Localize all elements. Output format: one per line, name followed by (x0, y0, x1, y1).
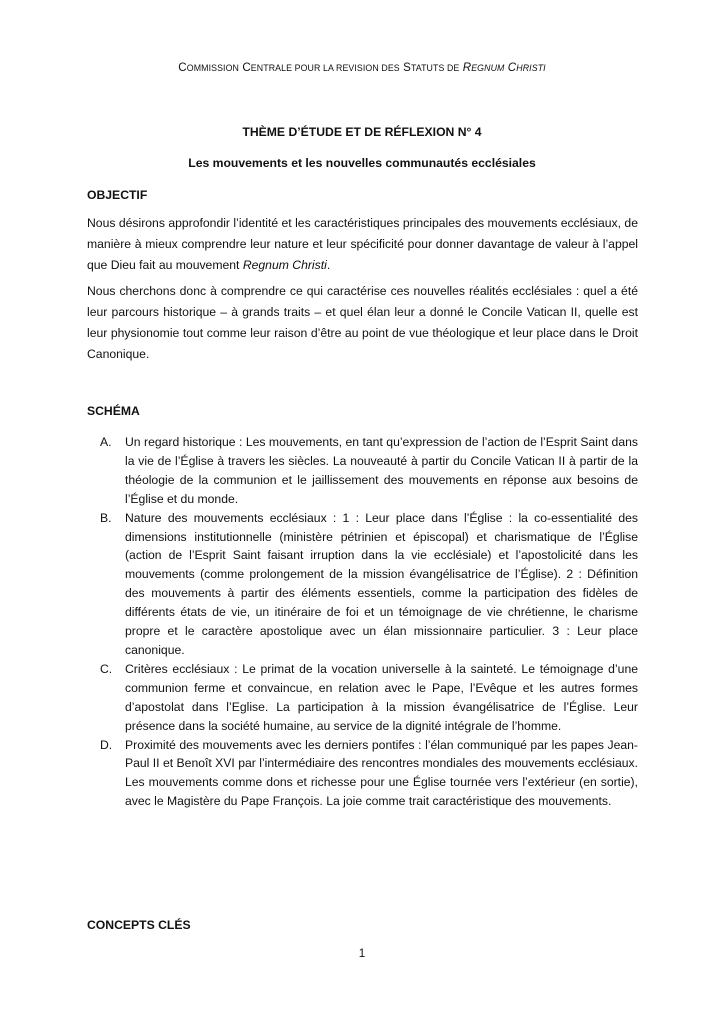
objectif-paragraph-1-text: Nous désirons approfondir l’identité et les caractéristiques principales des mouvements ecclésiaux, de manière à mieux comprendre leur nature et leur spécificité pour donner davantage de valeur à l’appel que Dieu fait au mouvement (87, 216, 638, 272)
header-word-5-rest: HRISTI (516, 63, 546, 73)
objectif-paragraph-1-end: . (326, 258, 331, 272)
header-word-5-initial: C (507, 61, 517, 74)
regnum-christi-emphasis: Regnum Christi (242, 258, 327, 272)
schema-item-text: Critères ecclésiaux : Le primat de la vocation universelle à la sainteté. Le témoignage d’une communion ferme et convaincue, en relation avec le Pape, l’Evêque et les autres formes d’apostolat dans l’Eglise. La participation à la mission évangélisatrice de l’Église. Leur présence dans la société humaine, au service de la dignité intégrale de l’homme. (125, 661, 638, 733)
schema-item-text: Proximité des mouvements avec les derniers pontifes : l’élan communiqué par les papes Jean-Paul II et Benoît XVI par l’intermédiaire des rencontres mondiales des mouvements ecclésiaux. Les mouvements comme dons et richesse pour une Église tournée vers l’extérieur (en sortie), avec le Magistère du Pape François. La joie comme trait caractéristique des mouvements. (125, 737, 638, 809)
header-word-2-rest: ENTRALE POUR LA REVISION DES (250, 63, 400, 73)
schema-heading: SCHÉMA (87, 404, 140, 418)
header-word-4-initial: R (462, 61, 472, 74)
header-word-1-rest: OMMISSION (186, 63, 239, 73)
schema-item-marker: A. (100, 435, 112, 449)
header-word-4-rest: EGNUM (471, 63, 505, 73)
header-word-2-initial: C (242, 61, 251, 74)
header-word-3-initial: S (403, 61, 411, 74)
schema-item-b (87, 509, 638, 660)
objectif-paragraph-1 (87, 213, 638, 276)
document-subtitle: Les mouvements et les nouvelles communautés ecclésiales (188, 156, 536, 170)
schema-item-text: Nature des mouvements ecclésiaux : 1 : Leur place dans l’Église : la co-essentialité des dimensions institutionnelle (ministère pétrinien et épiscopal) et charismatique de l’Église (action de l’Esprit Saint faisant irruption dans la vie ecclésiale) et l’apostolicité dans les mouvements (comme prolongement de la mission évangélisatrice de l’Église). 2 : Définition des mouvements à partir des éléments essentiels, comme la participation des fidèles de différents états de vie, un itinéraire de foi et un témoignage de vie chrétienne, le charisme propre et le caractère apostolique avec un élan missionnaire particulier. 3 : Leur place canonique. (125, 510, 638, 657)
schema-item-text: Un regard historique : Les mouvements, en tant qu’expression de l’action de l’Esprit Saint dans la vie de l’Église à travers les siècles. La nouveauté à partir du Concile Vatican II à partir de la théologie de la communion et le jaillissement des mouvements en réponse aux besoins de l’Église et du monde. (125, 435, 638, 506)
schema-item-c (87, 660, 638, 736)
schema-item-marker: C. (100, 661, 113, 676)
page-number: 1 (358, 947, 366, 960)
page-header (0, 61, 724, 74)
schema-item-a (87, 433, 638, 509)
schema-list (87, 433, 638, 811)
document-title: THÈME D’ÉTUDE ET DE RÉFLEXION N° 4 (242, 125, 482, 139)
schema-item-marker: D. (100, 737, 113, 752)
header-regnum-christi (463, 61, 546, 74)
schema-item-d (87, 736, 638, 812)
header-word-1-initial: C (178, 61, 187, 74)
header-word-3-rest: TATUTS DE (410, 63, 460, 73)
objectif-heading: OBJECTIF (87, 188, 148, 202)
objectif-paragraph-2: Nous cherchons donc à comprendre ce qui caractérise ces nouvelles réalités ecclésiales : quel a été leur parcours historique – à grands traits – et quel élan leur a donné le Concile Vatican II, quelle est leur physionomie tout comme leur raison d’être au point de vue théologique et leur place dans le Droit Canonique. (87, 284, 638, 361)
concepts-heading: CONCEPTS CLÉS (87, 918, 191, 932)
schema-item-marker: B. (100, 510, 112, 525)
